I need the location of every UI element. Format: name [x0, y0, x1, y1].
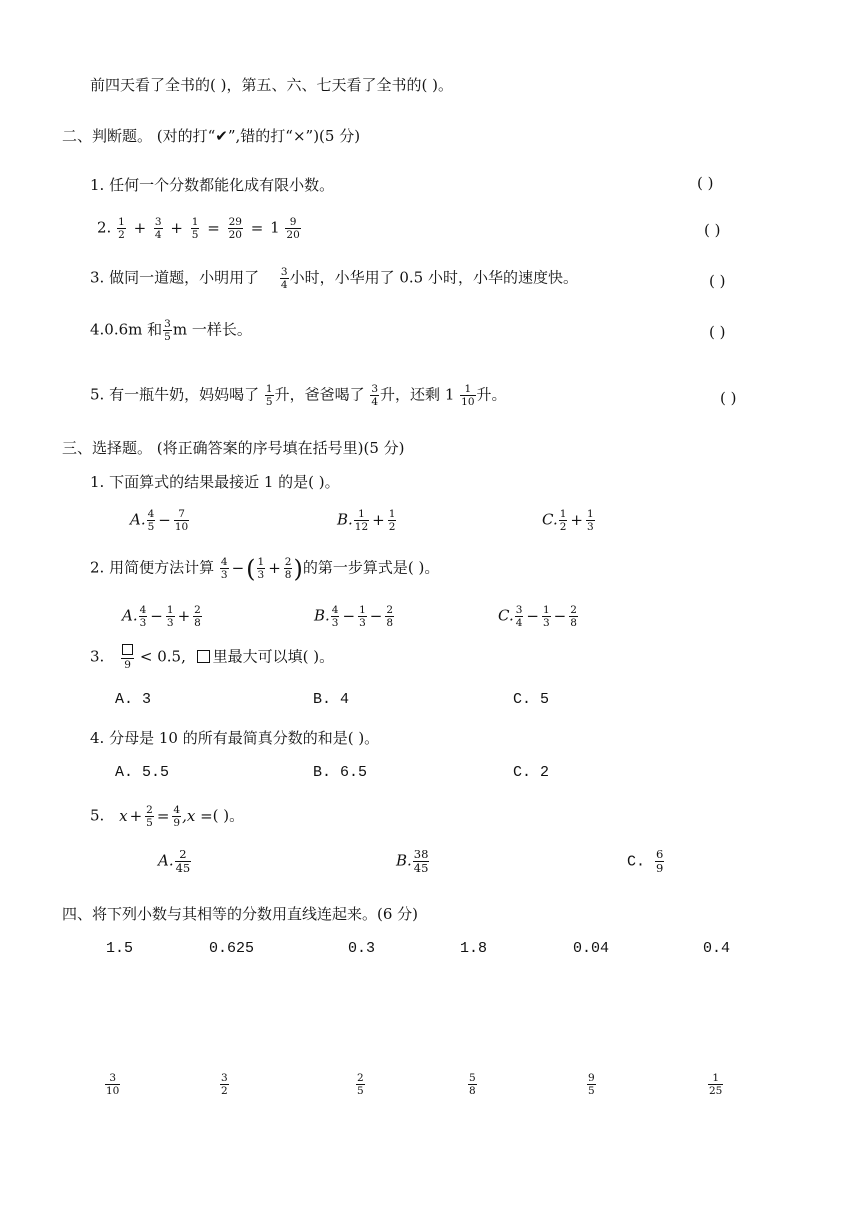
s2-q3-answer-bracket[interactable]: ( ) — [709, 272, 726, 290]
s3-q5: 5. x + $\frac{2}{5}$ = $\frac{4}{9}$ ,x =( )。 — [90, 804, 245, 830]
section2-heading: 二、判断题。 (对的打“✔”,错的打“×”)(5 分) — [62, 127, 361, 145]
s3-q1-option-a[interactable]: A. $\frac{4}{5}$ − $\frac{7}{10}$ — [130, 508, 189, 534]
s2-q2-frac3: $\frac{1}{5}$ — [191, 216, 199, 242]
decimal-item[interactable]: 1.5 — [106, 940, 134, 957]
s3-q3-option-b[interactable]: B. 4 — [313, 691, 350, 708]
s2-q2-frac2: $\frac{3}{4}$ — [154, 216, 162, 242]
s3-q5-option-c[interactable]: C. $\frac{6}{9}$ — [627, 847, 664, 876]
s3-q4-option-a[interactable]: A. 5.5 — [115, 764, 170, 781]
s2-q2-label: 2. — [97, 218, 112, 237]
blank-box-icon — [197, 650, 210, 663]
s3-q2-option-a[interactable]: A. $\frac{4}{3}$ − $\frac{1}{3}$ + $\frac{2}{8}$ — [122, 604, 201, 630]
s2-q2: 2. $\frac{1}{2}$ + $\frac{3}{4}$ + $\frac{1}{5}$ = $\frac{29}{20}$ = 1 $\frac{9}{20}$ — [97, 216, 300, 242]
s3-q3: 3. 9 < 0.5, 里最大可以填( )。 — [90, 644, 334, 671]
s3-q4: 4. 分母是 10 的所有最简真分数的和是( )。 — [90, 729, 380, 747]
fraction-item[interactable]: $\frac{3}{10}$ — [106, 1072, 120, 1098]
s2-q3: 3. 做同一道题，小明用了 $\frac{3}{4}$ 小时，小华用了 0.5 小时，小华的速度快。 — [90, 266, 578, 292]
s2-q5-frac3: $\frac{1}{10}$ — [461, 383, 475, 409]
decimal-item[interactable]: 0.04 — [573, 940, 610, 957]
top-line-text: 前四天看了全书的( )，第五、六、七天看了全书的( )。 — [90, 76, 453, 94]
s2-q2-frac5: $\frac{9}{20}$ — [286, 216, 300, 242]
s2-q4: 4.0.6m 和 $\frac{3}{5}$ m 一样长。 — [90, 318, 252, 344]
decimal-item[interactable]: 0.625 — [209, 940, 255, 957]
s3-q4-option-c[interactable]: C. 2 — [513, 764, 550, 781]
s3-q3-box-fraction: 9 — [121, 644, 134, 671]
s3-q1-option-b[interactable]: B. $\frac{1}{12}$ + $\frac{1}{2}$ — [337, 508, 396, 534]
s2-q5-frac1: $\frac{1}{5}$ — [265, 383, 273, 409]
fraction-item[interactable]: $\frac{3}{2}$ — [221, 1072, 228, 1098]
s2-q3-frac: $\frac{3}{4}$ — [280, 266, 288, 292]
section3-heading: 三、选择题。 (将正确答案的序号填在括号里)(5 分) — [62, 439, 405, 457]
s2-q5-frac2: $\frac{3}{4}$ — [371, 383, 379, 409]
fraction-item[interactable]: $\frac{1}{25}$ — [709, 1072, 723, 1098]
s3-q5-option-a[interactable]: A. $\frac{2}{45}$ — [158, 847, 191, 876]
s2-q1-answer-bracket[interactable]: ( ) — [697, 174, 714, 192]
top-line — [90, 74, 453, 95]
s2-q4-frac: $\frac{3}{5}$ — [164, 318, 171, 344]
s2-q5-answer-bracket[interactable]: ( ) — [720, 389, 737, 407]
s3-q3-option-c[interactable]: C. 5 — [513, 691, 550, 708]
fraction-item[interactable]: $\frac{9}{5}$ — [588, 1072, 595, 1098]
s2-q2-frac1: $\frac{1}{2}$ — [118, 216, 125, 242]
s2-q1 — [90, 174, 334, 195]
decimal-item[interactable]: 0.4 — [703, 940, 731, 957]
decimal-item[interactable]: 1.8 — [460, 940, 488, 957]
s3-q2-option-b[interactable]: B. $\frac{4}{3}$ − $\frac{1}{3}$ − $\frac{2}{8}$ — [314, 604, 394, 630]
decimal-item[interactable]: 0.3 — [348, 940, 376, 957]
blank-box-icon — [122, 644, 133, 655]
fraction-item[interactable]: $\frac{2}{5}$ — [357, 1072, 364, 1098]
s3-q2-option-c[interactable]: C. $\frac{3}{4}$ − $\frac{1}{3}$ − $\frac{2}{8}$ — [498, 604, 577, 630]
s2-q1-text: 1. 任何一个分数都能化成有限小数。 — [90, 176, 335, 194]
s3-q1: 1. 下面算式的结果最接近 1 的是( )。 — [90, 473, 340, 491]
s2-q5: 5. 有一瓶牛奶，妈妈喝了 $\frac{1}{5}$ 升，爸爸喝了 $\frac{3}{4}$ 升，还剩 1 $\frac{1}{10}$ 升。 — [90, 383, 507, 409]
s2-q2-frac4: $\frac{29}{20}$ — [228, 216, 242, 242]
s3-q4-option-b[interactable]: B. 6.5 — [313, 764, 368, 781]
s3-q2: 2. 用简便方法计算 $\frac{4}{3}$ −( $\frac{1}{3}$ + $\frac{2}{8}$ )的第一步算式是( )。 — [90, 554, 440, 583]
section4-heading: 四、将下列小数与其相等的分数用直线连起来。(6 分) — [62, 905, 419, 923]
s3-q3-option-a[interactable]: A. 3 — [115, 691, 152, 708]
fraction-item[interactable]: $\frac{5}{8}$ — [469, 1072, 476, 1098]
s3-q1-option-c[interactable]: C. $\frac{1}{2}$ + $\frac{1}{3}$ — [542, 508, 594, 534]
s2-q4-answer-bracket[interactable]: ( ) — [709, 323, 726, 341]
s3-q5-option-b[interactable]: B. $\frac{38}{45}$ — [396, 847, 429, 876]
s2-q2-answer-bracket[interactable]: ( ) — [704, 221, 721, 239]
